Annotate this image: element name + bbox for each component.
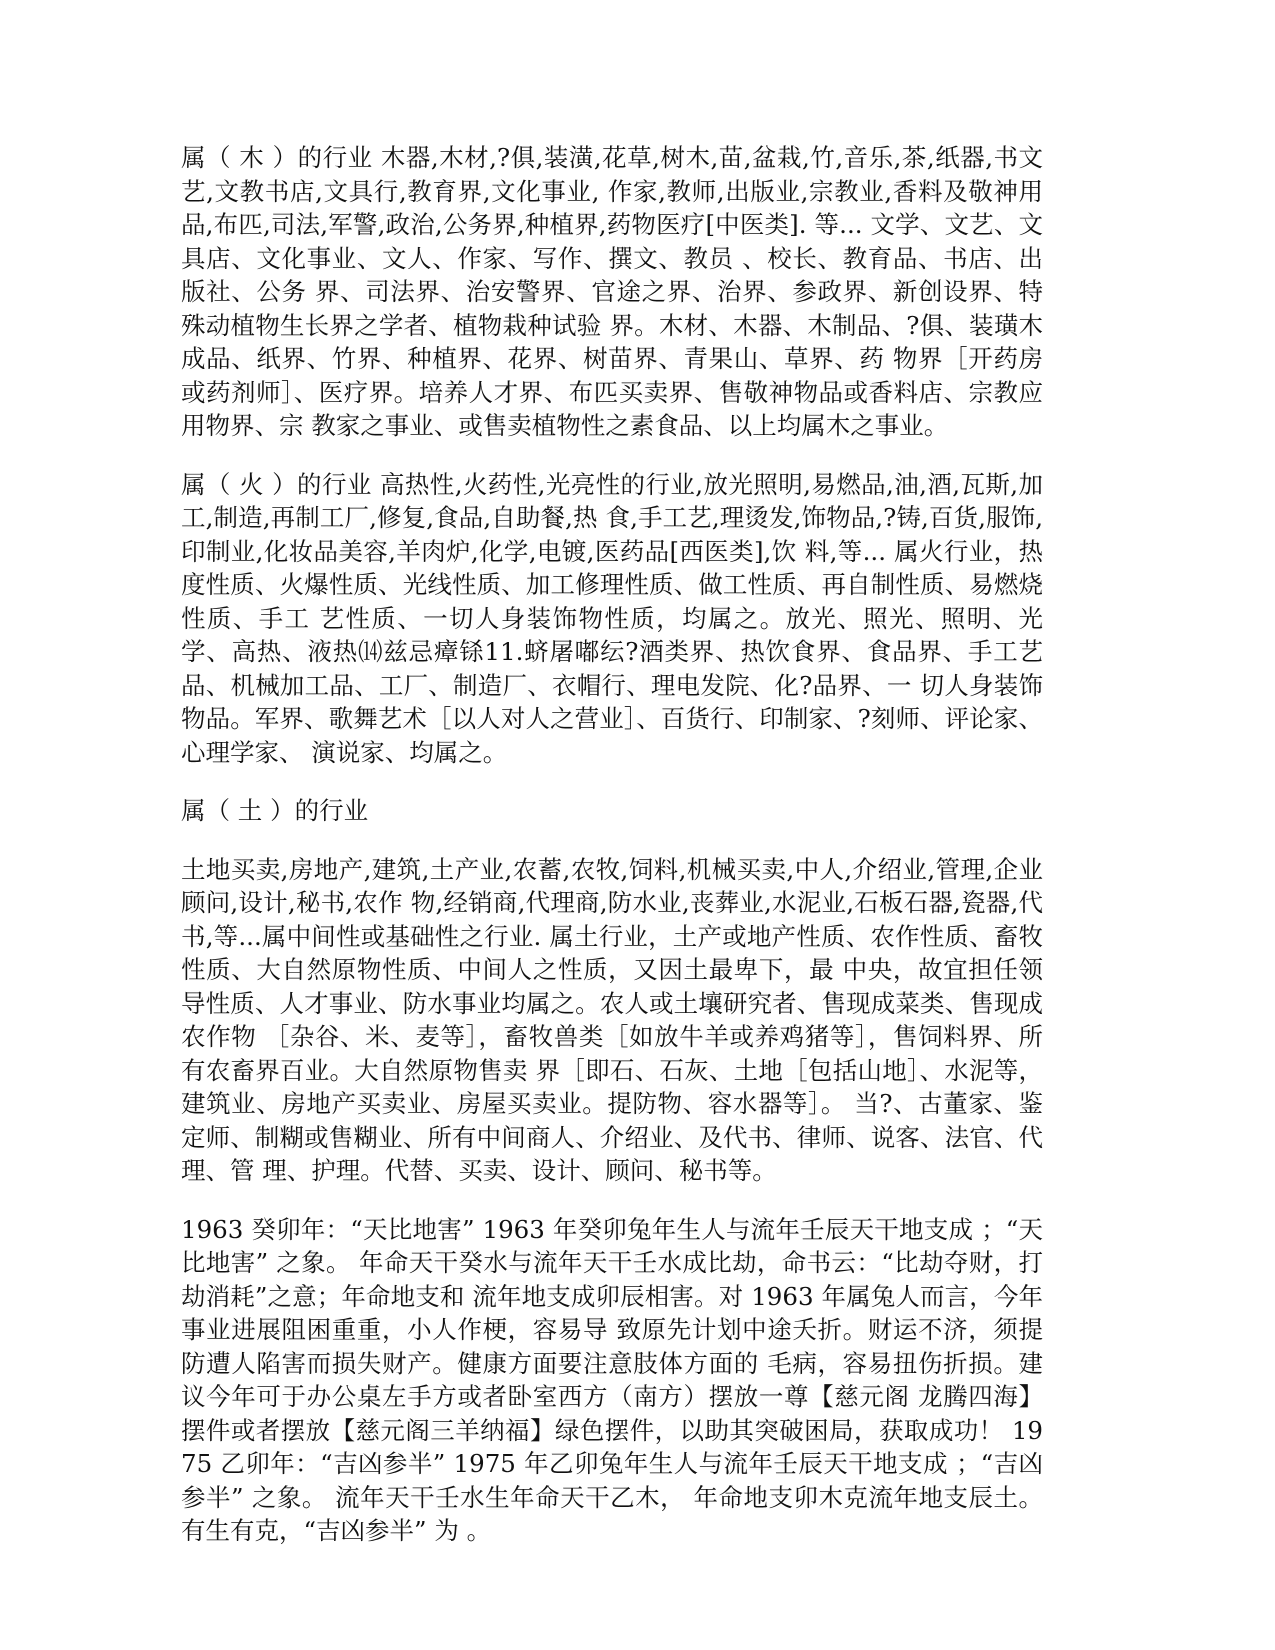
heading-earth-industries: 属（ 土 ）的行业 — [181, 796, 369, 825]
document-page — [181, 141, 1043, 1573]
paragraph-rabbit-year-fortune: 1963 癸卯年：“天比地害” 1963 年癸卯兔年生人与流年壬辰天干地支成 ；“天比地害” 之象。 年命天干癸水与流年天干壬水成比劫，命书云：“比劫夺财，打劫消耗”之意；年命地支和 流年地支成卯辰相害。对 1963 年属兔人而言，今年事业进展阻困重重，小人作梗，容易导 致原先计划中途夭折。财运不济，须提防遭人陷害而损失财产。健康方面要注意肢体方面的 毛病，容易扭伤折损。建议今年可于办公桌左手方或者卧室西方（南方）摆放一尊【慈元阁 龙腾四海】摆件或者摆放【慈元阁三羊纳福】绿色摆件，以助其突破困局，获取成功！ 1975 乙卯年：“吉凶参半” 1975 年乙卯兔年生人与流年壬辰天干地支成 ；“吉凶参半” 之象。 流年天干壬水生年命天干乙木， 年命地支卯木克流年地支辰土。 有生有克，“吉凶参半” 为 。 — [181, 1214, 1043, 1545]
paragraph-fire-industries: 属（ 火 ）的行业 高热性,火药性,光亮性的行业,放光照明,易燃品,油,酒,瓦斯,加工,制造,再制工厂,修复,食品,自助餐,热 食,手工艺,理烫发,饰物品,?铸,百货,服饰,印制业,化妆品美容,羊肉炉,化学,电镀,医药品[西医类],饮 料,等... 属火行业，热度性质、火爆性质、光线性质、加工修理性质、做工性质、再自制性质、易燃烧性质、手工 艺性质、一切人身装饰物性质，均属之。放光、照光、照明、光学、高热、液热⒁兹忌瘴铩11.蛴屠嘟纭?酒类界、热饮食界、食品界、手工艺品、机械加工品、工厂、制造厂、衣帽行、理电发院、化?品界、一 切人身装饰物品。军界、歌舞艺术［以人对人之营业］、百货行、印制家、?刻师、评论家、心理学家、 演说家、均属之。 — [181, 469, 1043, 767]
paragraph-earth-industries: 土地买卖,房地产,建筑,土产业,农蓄,农牧,饲料,机械买卖,中人,介绍业,管理,企业顾问,设计,秘书,农作 物,经销商,代理商,防水业,丧葬业,水泥业,石板石器,瓷器,代书,等...属中间性或基础性之行业. 属土行业，土产或地产性质、农作性质、畜牧性质、大自然原物性质、中间人之性质，又因土最卑下，最 中央，故宜担任领导性质、人才事业、防水事业均属之。农人或土壤研究者、售现成菜类、售现成农作物 ［杂谷、米、麦等］，畜牧兽类［如放牛羊或养鸡猪等］，售饲料界、所有农畜界百业。大自然原物售卖 界［即石、石灰、土地［包括山地］、水泥等，建筑业、房地产买卖业、房屋买卖业。提防物、容水器等］。 当?、古董家、鉴定师、制糊或售糊业、所有中间商人、介绍业、及代书、律师、说客、法官、代理、管 理、护理。代替、买卖、设计、顾问、秘书等。 — [181, 854, 1043, 1185]
paragraph-wood-industries: 属（ 木 ）的行业 木器,木材,?俱,装潢,花草,树木,苗,盆栽,竹,音乐,茶,纸器,书文艺,文教书店,文具行,教育界,文化事业, 作家,教师,出版业,宗教业,香料及敬神用品,布匹,司法,军警,政治,公务界,种植界,药物医疗[中医类]. 等... 文学、文艺、文具店、文化事业、文人、作家、写作、撰文、教员 、校长、教育品、书店、出版社、公务 界、司法界、治安警界、官途之界、治界、参政界、新创设界、特殊动植物生长界之学者、植物栽种试验 界。木材、木器、木制品、?俱、装璜木成品、纸界、竹界、种植界、花界、树苗界、青果山、草界、药 物界［开药房或药剂师］、医疗界。培养人才界、布匹买卖界、售敬神物品或香料店、宗教应用物界、宗 教家之事业、或售卖植物性之素食品、以上均属木之事业。 — [181, 143, 1043, 440]
